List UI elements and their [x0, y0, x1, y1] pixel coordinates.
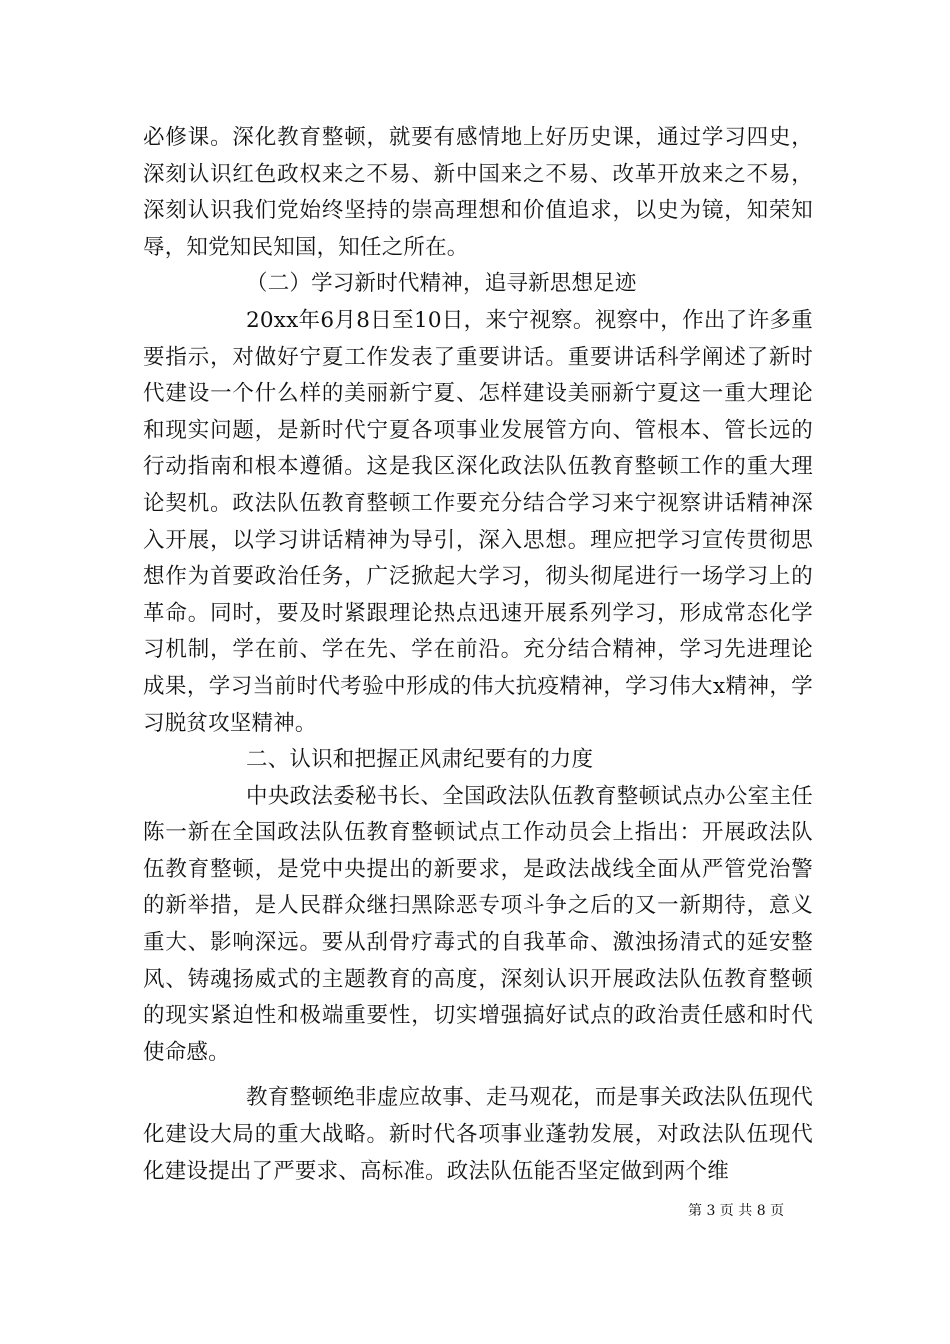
- paragraph-continuation: 必修课。深化教育整顿，就要有感情地上好历史课，通过学习四史，深刻认识红色政权来之不易、新中国来之不易、改革开放来之不易，深刻认识我们党始终坚持的崇高理想和价值追求，以史为镜，知荣知辱，知党知民知国，知任之所在。: [143, 125, 813, 260]
- paragraph-inspection-visit: 20xx年6月8日至10日，来宁视察。视察中，作出了许多重要指示，对做好宁夏工作发表了重要讲话。重要讲话科学阐述了新时代建设一个什么样的美丽新宁夏、怎样建设美丽新宁夏这一重大理论和现实问题，是新时代宁夏各项事业发展管方向、管根本、管长远的行动指南和根本遵循。这是我区深化政法队伍教育整顿工作的重大理论契机。政法队伍教育整顿工作要充分结合学习来宁视察讲话精神深入开展，以学习讲话精神为导引，深入思想。理应把学习宣传贯彻思想作为首要政治任务，广泛掀起大学习，彻头彻尾进行一场学习上的革命。同时，要及时紧跟理论热点迅速开展系列学习，形成常态化学习机制，学在前、学在先、学在前沿。充分结合精神，学习先进理论成果，学习当前时代考验中形成的伟大抗疫精神，学习伟大x精神，学习脱贫攻坚精神。: [143, 307, 813, 736]
- section-heading-study-new-era-spirit: （二）学习新时代精神，追寻新思想足迹: [246, 271, 637, 297]
- document-body: [143, 120, 813, 1190]
- page-number-footer: 第 3 页 共 8 页: [688, 1203, 785, 1219]
- paragraph-education-rectification: 教育整顿绝非虚应故事、走马观花，而是事关政法队伍现代化建设大局的重大战略。新时代各项事业蓬勃发展，对政法队伍现代化建设提出了严要求、高标准。政法队伍能否坚定做到两个维: [143, 1085, 813, 1184]
- section-heading-discipline-strength: 二、认识和把握正风肃纪要有的力度: [246, 747, 594, 773]
- paragraph-mobilization-meeting: 中央政法委秘书长、全国政法队伍教育整顿试点办公室主任陈一新在全国政法队伍教育整顿试点工作动员会上指出：开展政法队伍教育整顿，是党中央提出的新要求，是政法战线全面从严管党治警的新举措，是人民群众继扫黑除恶专项斗争之后的又一新期待，意义重大、影响深远。要从刮骨疗毒式的自我革命、激浊扬清式的延安整风、铸魂扬威式的主题教育的高度，深刻认识开展政法队伍教育整顿的现实紧迫性和极端重要性，切实增强搞好试点的政治责任感和时代使命感。: [143, 783, 813, 1065]
